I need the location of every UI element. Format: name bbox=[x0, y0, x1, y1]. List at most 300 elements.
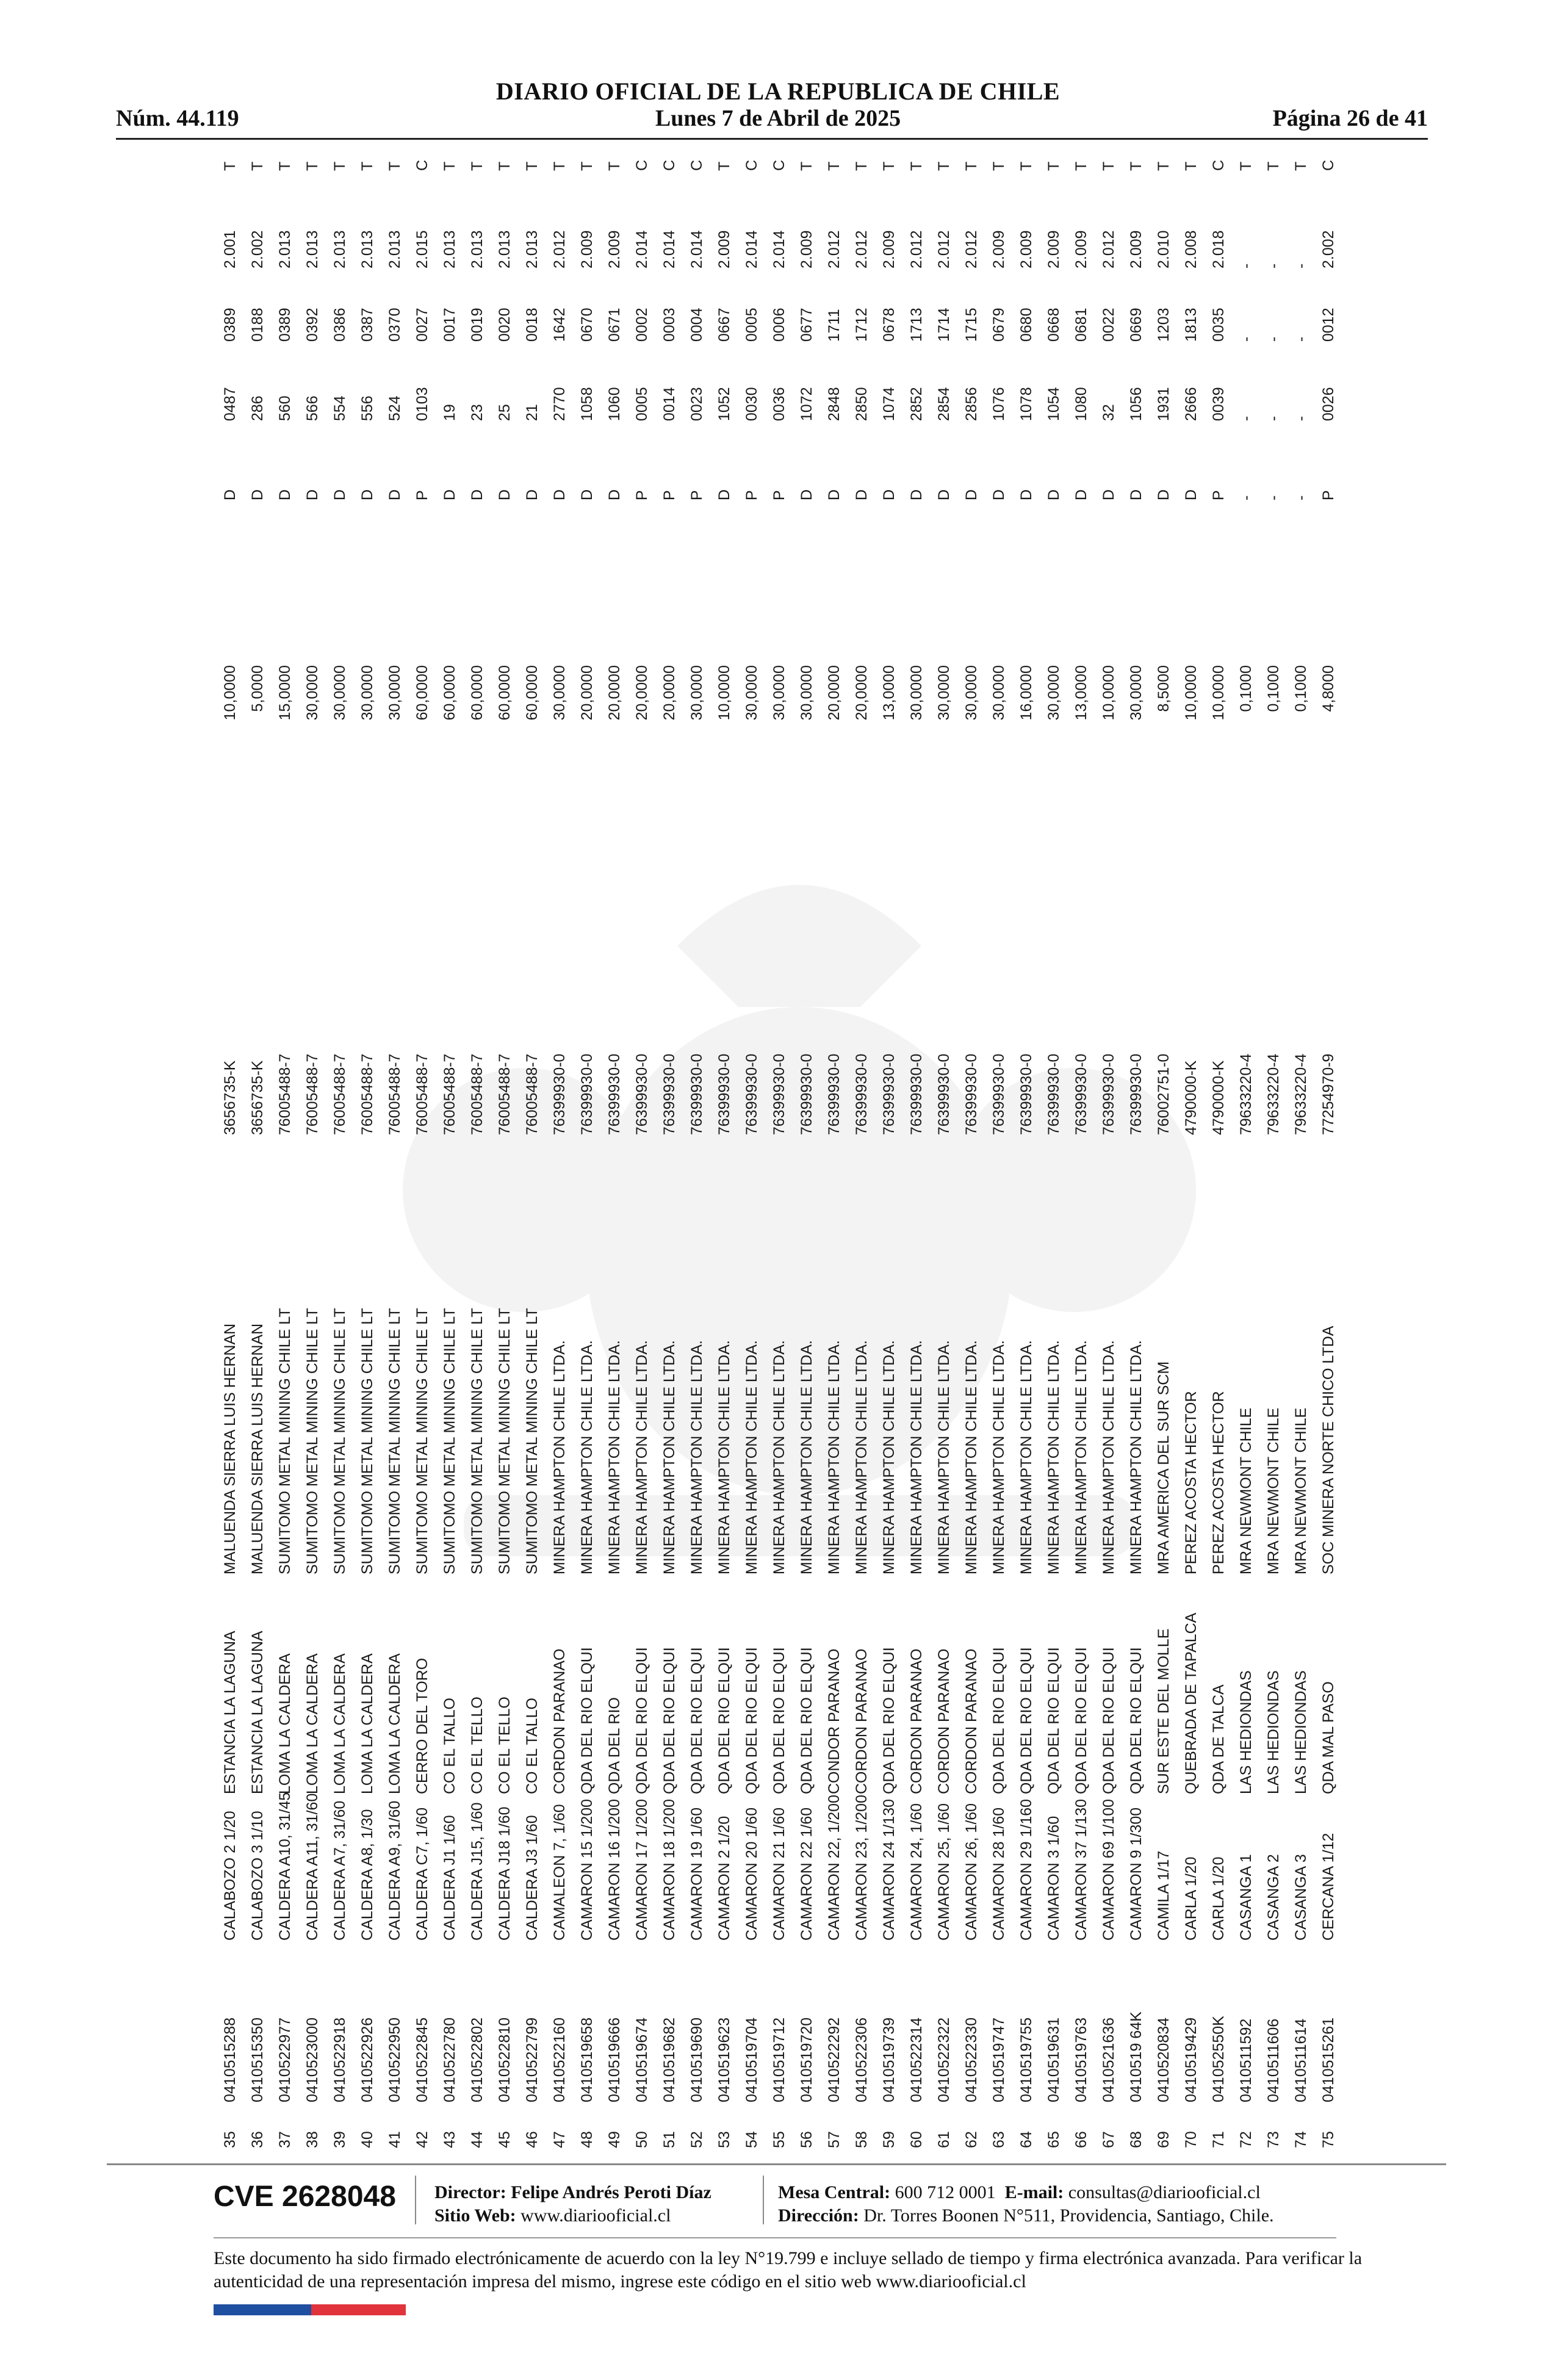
value-2-cell: 0392 bbox=[304, 308, 321, 342]
table-row bbox=[793, 161, 821, 2148]
type-code-cell: P bbox=[1320, 490, 1337, 500]
status-code-cell: T bbox=[222, 161, 239, 171]
concession-name-cell: CAMARON 26, 1/60 bbox=[963, 1803, 980, 1941]
value-2-cell: 0017 bbox=[441, 308, 458, 342]
owner-cell: MINERA HAMPTON CHILE LTDA. bbox=[688, 1340, 705, 1574]
year-cell: 2.009 bbox=[1128, 230, 1145, 269]
type-code-cell: D bbox=[469, 489, 486, 500]
value-2-cell: 0386 bbox=[331, 308, 348, 342]
concession-name-cell: CAMARON 23, 1/200 bbox=[853, 1795, 870, 1941]
rol-code-cell: 0410521636 bbox=[1100, 2017, 1117, 2102]
value-2-cell: 1714 bbox=[935, 308, 953, 342]
value-2-cell: 0681 bbox=[1073, 308, 1090, 342]
value-1-cell: 566 bbox=[304, 395, 321, 421]
rol-code-cell: 0410522330 bbox=[963, 2017, 980, 2102]
concession-name-cell: CALDERA J15, 1/60 bbox=[469, 1802, 486, 1941]
rut-cell: 3656735-K bbox=[249, 1060, 266, 1135]
value-1-cell: 1078 bbox=[1018, 387, 1035, 421]
row-number-cell: 52 bbox=[688, 2131, 705, 2148]
concession-name-cell: CALDERA A7, 31/60 bbox=[331, 1800, 348, 1941]
location-cell: CO EL TALLO bbox=[524, 1698, 541, 1794]
owner-cell: MINERA HAMPTON CHILE LTDA. bbox=[551, 1340, 568, 1574]
concession-name-cell: CALDERA J18 1/60 bbox=[496, 1806, 513, 1941]
concession-name-cell: CASANGA 2 bbox=[1265, 1854, 1282, 1941]
type-code-cell: P bbox=[414, 490, 431, 500]
hectares-cell: 30,0000 bbox=[551, 665, 568, 721]
concession-name-cell: CASANGA 3 bbox=[1292, 1854, 1309, 1941]
location-cell: CORDON PARANAO bbox=[963, 1648, 980, 1794]
row-number-cell: 40 bbox=[359, 2131, 376, 2148]
hectares-cell: 30,0000 bbox=[688, 665, 705, 721]
year-cell: 2.014 bbox=[661, 230, 678, 269]
owner-cell: MALUENDA SIERRA LUIS HERNAN bbox=[222, 1323, 239, 1574]
status-code-cell: T bbox=[908, 161, 925, 171]
table-row bbox=[711, 161, 738, 2148]
value-1-cell: 0103 bbox=[414, 387, 431, 421]
newspaper-title: DIARIO OFICIAL DE LA REPUBLICA DE CHILE bbox=[495, 78, 1061, 105]
value-1-cell: 0023 bbox=[688, 387, 705, 421]
owner-cell: MINERA HAMPTON CHILE LTDA. bbox=[990, 1340, 1007, 1574]
status-code-cell: T bbox=[578, 161, 596, 171]
type-code-cell: D bbox=[1155, 489, 1172, 500]
rol-code-cell: 0410515261 bbox=[1320, 2017, 1337, 2102]
concession-name-cell: CAMARON 28 1/60 bbox=[990, 1807, 1007, 1941]
owner-cell: PEREZ ACOSTA HECTOR bbox=[1210, 1391, 1227, 1574]
concession-name-cell: CAMARON 24, 1/60 bbox=[908, 1803, 925, 1941]
value-1-cell: 21 bbox=[524, 404, 541, 421]
year-cell: 2.008 bbox=[1183, 230, 1200, 269]
status-code-cell: T bbox=[524, 161, 541, 171]
location-cell: LOMA LA CALDERA bbox=[304, 1653, 321, 1794]
footer-divider bbox=[107, 2163, 1446, 2165]
table-row bbox=[766, 159, 793, 2148]
mining-concessions-table bbox=[217, 159, 1345, 2148]
location-cell: QDA DEL RIO ELQUI bbox=[990, 1647, 1007, 1794]
location-cell: QDA DEL RIO ELQUI bbox=[688, 1647, 705, 1794]
rol-code-cell: 0410519704 bbox=[743, 2017, 760, 2102]
rut-cell: 76399930-0 bbox=[688, 1053, 705, 1135]
hectares-cell: 0,1000 bbox=[1237, 665, 1255, 712]
location-cell: CO EL TELLO bbox=[496, 1697, 513, 1794]
value-1-cell: 1076 bbox=[990, 387, 1007, 421]
year-cell: 2.013 bbox=[496, 230, 513, 269]
type-code-cell: D bbox=[1045, 489, 1062, 500]
rut-cell: 76399930-0 bbox=[1100, 1053, 1117, 1135]
row-number-cell: 45 bbox=[496, 2131, 513, 2148]
value-2-cell: 0002 bbox=[633, 308, 650, 342]
table-row bbox=[326, 161, 354, 2148]
rol-code-cell: 0410522845 bbox=[414, 2017, 431, 2102]
footer-separator bbox=[763, 2176, 764, 2224]
owner-cell: MINERA HAMPTON CHILE LTDA. bbox=[1045, 1340, 1062, 1574]
row-number-cell: 46 bbox=[524, 2131, 541, 2148]
location-cell: QDA DEL RIO ELQUI bbox=[578, 1647, 596, 1794]
owner-cell: MINERA HAMPTON CHILE LTDA. bbox=[853, 1340, 870, 1574]
rol-code-cell: 0410519658 bbox=[578, 2017, 596, 2102]
value-1-cell: 2666 bbox=[1183, 387, 1200, 421]
concession-name-cell: CALDERA A11, 31/60 bbox=[304, 1793, 321, 1941]
type-code-cell: D bbox=[276, 489, 294, 500]
row-number-cell: 38 bbox=[304, 2131, 321, 2148]
issue-number: Núm. 44.119 bbox=[116, 106, 239, 131]
address-value: Dr. Torres Boonen N°511, Providencia, Santiago, Chile. bbox=[863, 2205, 1274, 2226]
year-cell: 2.012 bbox=[1100, 230, 1117, 269]
rut-cell: 76005488-7 bbox=[276, 1053, 294, 1135]
director-name: Felipe Andrés Peroti Díaz bbox=[511, 2182, 711, 2202]
rut-cell: 76005488-7 bbox=[496, 1053, 513, 1135]
rol-code-cell: 0410519720 bbox=[798, 2017, 815, 2102]
row-number-cell: 43 bbox=[441, 2131, 458, 2148]
rol-code-cell: 0410519674 bbox=[633, 2017, 650, 2102]
location-cell: CORDON PARANAO bbox=[551, 1648, 568, 1794]
rut-cell: 76399930-0 bbox=[826, 1053, 843, 1135]
rut-cell: 76005488-7 bbox=[524, 1053, 541, 1135]
year-cell: 2.018 bbox=[1210, 230, 1227, 269]
concession-name-cell: CAMARON 18 1/200 bbox=[661, 1798, 678, 1941]
year-cell: 2.013 bbox=[276, 230, 294, 269]
row-number-cell: 67 bbox=[1100, 2131, 1117, 2148]
owner-cell: SUMITOMO METAL MINING CHILE LT bbox=[304, 1308, 321, 1574]
value-2-cell: 0027 bbox=[414, 308, 431, 342]
owner-cell: SUMITOMO METAL MINING CHILE LT bbox=[414, 1308, 431, 1574]
rut-cell: 76399930-0 bbox=[551, 1053, 568, 1135]
table-row bbox=[1205, 159, 1233, 2148]
status-code-cell: C bbox=[1320, 159, 1337, 171]
row-number-cell: 69 bbox=[1155, 2131, 1172, 2148]
location-cell: LOMA LA CALDERA bbox=[359, 1653, 376, 1794]
rol-code-cell: 0410522292 bbox=[826, 2017, 843, 2102]
concession-name-cell: CAMARON 22, 1/200 bbox=[826, 1795, 843, 1941]
concession-name-cell: CAMARON 21 1/60 bbox=[771, 1807, 788, 1941]
rol-code-cell: 0410511606 bbox=[1265, 2018, 1282, 2102]
type-code-cell: D bbox=[249, 489, 266, 500]
value-1-cell: 2852 bbox=[908, 387, 925, 421]
year-cell: 2.012 bbox=[935, 230, 953, 269]
rut-cell: 76399930-0 bbox=[661, 1053, 678, 1135]
hectares-cell: 30,0000 bbox=[743, 665, 760, 721]
rol-code-cell: 0410511614 bbox=[1292, 2018, 1309, 2102]
hectares-cell: 30,0000 bbox=[908, 665, 925, 721]
hectares-cell: 0,1000 bbox=[1292, 665, 1309, 712]
hectares-cell: 30,0000 bbox=[386, 665, 403, 721]
value-1-cell: 0030 bbox=[743, 387, 760, 421]
status-code-cell: T bbox=[1292, 161, 1309, 171]
concession-name-cell: CASANGA 1 bbox=[1237, 1854, 1255, 1941]
rut-cell: 76399930-0 bbox=[1045, 1053, 1062, 1135]
year-cell: 2.012 bbox=[908, 230, 925, 269]
hectares-cell: 4,8000 bbox=[1320, 665, 1337, 712]
value-2-cell: 0669 bbox=[1128, 308, 1145, 342]
location-cell: SUR ESTE DEL MOLLE bbox=[1155, 1628, 1172, 1794]
value-1-cell: 2770 bbox=[551, 387, 568, 421]
type-code-cell: P bbox=[688, 490, 705, 500]
year-cell: 2.013 bbox=[469, 230, 486, 269]
type-code-cell: D bbox=[881, 489, 898, 500]
value-1-cell: - bbox=[1265, 416, 1282, 421]
rol-code-cell: 0410519747 bbox=[990, 2017, 1007, 2102]
hectares-cell: 60,0000 bbox=[496, 665, 513, 721]
owner-cell: MINERA HAMPTON CHILE LTDA. bbox=[1100, 1340, 1117, 1574]
rut-cell: 76399930-0 bbox=[853, 1053, 870, 1135]
row-number-cell: 51 bbox=[661, 2131, 678, 2148]
row-number-cell: 50 bbox=[633, 2131, 650, 2148]
table-row bbox=[1095, 161, 1123, 2148]
location-cell: QDA DEL RIO ELQUI bbox=[661, 1647, 678, 1794]
value-2-cell: 1203 bbox=[1155, 308, 1172, 342]
contact-info bbox=[778, 2181, 1274, 2227]
cve-code: CVE 2628048 bbox=[214, 2180, 396, 2213]
value-2-cell: 0012 bbox=[1320, 308, 1337, 342]
hectares-cell: 0,1000 bbox=[1265, 665, 1282, 712]
concession-name-cell: CAMARON 25, 1/60 bbox=[935, 1803, 953, 1941]
rut-cell: 76002751-0 bbox=[1155, 1053, 1172, 1135]
row-number-cell: 62 bbox=[963, 2131, 980, 2148]
owner-cell: MALUENDA SIERRA LUIS HERNAN bbox=[249, 1323, 266, 1574]
value-1-cell: 286 bbox=[249, 395, 266, 421]
value-2-cell: 1711 bbox=[826, 309, 843, 342]
concession-name-cell: CALDERA A8, 1/30 bbox=[359, 1809, 376, 1941]
row-number-cell: 73 bbox=[1265, 2131, 1282, 2148]
value-1-cell: 1072 bbox=[798, 387, 815, 421]
rut-cell: 76399930-0 bbox=[633, 1053, 650, 1135]
year-cell: 2.001 bbox=[222, 230, 239, 269]
value-1-cell: 524 bbox=[386, 395, 403, 421]
table-row bbox=[1150, 161, 1178, 2148]
row-number-cell: 47 bbox=[551, 2131, 568, 2148]
type-code-cell: - bbox=[1292, 495, 1309, 500]
rut-cell: 76399930-0 bbox=[881, 1053, 898, 1135]
owner-cell: MINERA HAMPTON CHILE LTDA. bbox=[908, 1340, 925, 1574]
type-code-cell: P bbox=[1210, 490, 1227, 500]
rol-code-cell: 0410519666 bbox=[606, 2017, 623, 2102]
row-number-cell: 37 bbox=[276, 2131, 294, 2148]
status-code-cell: T bbox=[276, 161, 294, 171]
table-row bbox=[601, 161, 629, 2148]
rut-cell: 76005488-7 bbox=[359, 1053, 376, 1135]
value-2-cell: 0389 bbox=[276, 308, 294, 342]
location-cell: ESTANCIA LA LAGUNA bbox=[222, 1631, 239, 1794]
year-cell: 2.009 bbox=[578, 230, 596, 269]
rut-cell: 76399930-0 bbox=[771, 1053, 788, 1135]
value-2-cell: 0678 bbox=[881, 308, 898, 342]
value-1-cell: 0005 bbox=[633, 387, 650, 421]
hectares-cell: 30,0000 bbox=[331, 665, 348, 721]
type-code-cell: D bbox=[1100, 489, 1117, 500]
location-cell: QDA DEL RIO ELQUI bbox=[771, 1647, 788, 1794]
location-cell: LAS HEDIONDAS bbox=[1237, 1670, 1255, 1794]
rol-code-cell: 0410522780 bbox=[441, 2017, 458, 2102]
director-info bbox=[434, 2181, 711, 2227]
mesa-phone: 600 712 0001 bbox=[895, 2182, 996, 2202]
owner-cell: MINERA HAMPTON CHILE LTDA. bbox=[743, 1340, 760, 1574]
status-code-cell: C bbox=[414, 159, 431, 171]
owner-cell: MRA NEWMONT CHILE bbox=[1237, 1407, 1255, 1574]
row-number-cell: 55 bbox=[771, 2131, 788, 2148]
hectares-cell: 30,0000 bbox=[359, 665, 376, 721]
flag-bar-red bbox=[311, 2304, 406, 2315]
rol-code-cell: 0410522926 bbox=[359, 2017, 376, 2102]
value-2-cell: 1713 bbox=[908, 308, 925, 342]
concession-name-cell: CARLA 1/20 bbox=[1183, 1856, 1200, 1941]
status-code-cell: C bbox=[661, 159, 678, 171]
table-row bbox=[272, 161, 299, 2148]
value-1-cell: 0036 bbox=[771, 387, 788, 421]
status-code-cell: T bbox=[798, 161, 815, 171]
type-code-cell: D bbox=[441, 489, 458, 500]
location-cell: CORDON PARANAO bbox=[853, 1648, 870, 1794]
value-2-cell: 0005 bbox=[743, 308, 760, 342]
location-cell: QDA DEL RIO ELQUI bbox=[716, 1647, 733, 1794]
location-cell: QDA MAL PASO bbox=[1320, 1681, 1337, 1794]
header-divider bbox=[116, 138, 1428, 140]
location-cell: QUEBRADA DE TAPALCA bbox=[1183, 1612, 1200, 1794]
footer-separator bbox=[415, 2176, 416, 2224]
value-2-cell: 1712 bbox=[853, 308, 870, 342]
owner-cell: SUMITOMO METAL MINING CHILE LT bbox=[441, 1308, 458, 1574]
hectares-cell: 16,0000 bbox=[1018, 665, 1035, 721]
value-1-cell: 1931 bbox=[1155, 387, 1172, 421]
owner-cell: SUMITOMO METAL MINING CHILE LT bbox=[276, 1308, 294, 1574]
row-number-cell: 49 bbox=[606, 2131, 623, 2148]
value-2-cell: 0680 bbox=[1018, 308, 1035, 342]
row-number-cell: 72 bbox=[1237, 2131, 1255, 2148]
table-row bbox=[217, 161, 244, 2148]
status-code-cell: T bbox=[881, 161, 898, 171]
year-cell: 2.002 bbox=[249, 230, 266, 269]
status-code-cell: T bbox=[826, 161, 843, 171]
table-row bbox=[958, 161, 985, 2148]
type-code-cell: D bbox=[222, 489, 239, 500]
row-number-cell: 61 bbox=[935, 2131, 953, 2148]
owner-cell: SOC MINERA NORTE CHICO LTDA bbox=[1320, 1325, 1337, 1574]
concession-name-cell: CAMARON 37 1/130 bbox=[1073, 1798, 1090, 1941]
location-cell: QDA DE TALCA bbox=[1210, 1684, 1227, 1794]
year-cell: 2.012 bbox=[963, 230, 980, 269]
row-number-cell: 57 bbox=[826, 2131, 843, 2148]
status-code-cell: T bbox=[331, 161, 348, 171]
year-cell: 2.009 bbox=[798, 230, 815, 269]
status-code-cell: T bbox=[304, 161, 321, 171]
row-number-cell: 64 bbox=[1018, 2131, 1035, 2148]
type-code-cell: D bbox=[826, 489, 843, 500]
concession-name-cell: CAMARON 9 1/300 bbox=[1128, 1807, 1145, 1941]
table-row bbox=[656, 159, 683, 2148]
status-code-cell: T bbox=[716, 161, 733, 171]
concession-name-cell: CAMARON 69 1/100 bbox=[1100, 1798, 1117, 1941]
concession-name-cell: CAMARON 2 1/20 bbox=[716, 1816, 733, 1941]
location-cell: QDA DEL RIO ELQUI bbox=[1100, 1647, 1117, 1794]
owner-cell: MRA NEWMONT CHILE bbox=[1265, 1407, 1282, 1574]
year-cell: 2.009 bbox=[990, 230, 1007, 269]
value-1-cell: 0026 bbox=[1320, 387, 1337, 421]
year-cell: 2.013 bbox=[524, 230, 541, 269]
value-1-cell: 25 bbox=[496, 404, 513, 421]
rol-code-cell: 0410522802 bbox=[469, 2017, 486, 2102]
hectares-cell: 30,0000 bbox=[304, 665, 321, 721]
rut-cell: 76399930-0 bbox=[990, 1053, 1007, 1135]
hectares-cell: 10,0000 bbox=[1183, 665, 1200, 721]
hectares-cell: 30,0000 bbox=[963, 665, 980, 721]
rol-code-cell: 0410522799 bbox=[524, 2017, 541, 2102]
rut-cell: 76399930-0 bbox=[743, 1053, 760, 1135]
value-1-cell: 23 bbox=[469, 404, 486, 421]
owner-cell: SUMITOMO METAL MINING CHILE LT bbox=[524, 1308, 541, 1574]
value-2-cell: 0035 bbox=[1210, 308, 1227, 342]
year-cell: - bbox=[1237, 263, 1255, 269]
value-2-cell: 0679 bbox=[990, 308, 1007, 342]
mesa-label: Mesa Central: bbox=[778, 2182, 891, 2202]
status-code-cell: T bbox=[1018, 161, 1035, 171]
value-1-cell: 0487 bbox=[222, 387, 239, 421]
table-row bbox=[1315, 159, 1342, 2148]
location-cell: CO EL TELLO bbox=[469, 1697, 486, 1794]
rol-code-cell: 0410522306 bbox=[853, 2017, 870, 2102]
type-code-cell: D bbox=[386, 489, 403, 500]
value-1-cell: 1060 bbox=[606, 387, 623, 421]
owner-cell: MRA AMERICA DEL SUR SCM bbox=[1155, 1361, 1172, 1574]
year-cell: 2.009 bbox=[716, 230, 733, 269]
hectares-cell: 60,0000 bbox=[441, 665, 458, 721]
rol-code-cell: 0410523000 bbox=[304, 2017, 321, 2102]
table-row bbox=[1068, 161, 1095, 2148]
rut-cell: 76399930-0 bbox=[1128, 1053, 1145, 1135]
type-code-cell: P bbox=[743, 490, 760, 500]
concession-name-cell: CAMALEON 7, 1/60 bbox=[551, 1804, 568, 1941]
location-cell: QDA DEL RIO ELQUI bbox=[633, 1647, 650, 1794]
owner-cell: SUMITOMO METAL MINING CHILE LT bbox=[359, 1308, 376, 1574]
year-cell: 2.002 bbox=[1320, 230, 1337, 269]
table-row bbox=[546, 161, 574, 2148]
rol-code-cell: 0410519739 bbox=[881, 2017, 898, 2102]
value-2-cell: 0370 bbox=[386, 308, 403, 342]
owner-cell: MINERA HAMPTON CHILE LTDA. bbox=[716, 1340, 733, 1574]
table-row bbox=[1013, 161, 1040, 2148]
hectares-cell: 30,0000 bbox=[771, 665, 788, 721]
value-2-cell: 0671 bbox=[606, 308, 623, 342]
table-row bbox=[821, 161, 848, 2148]
table-row bbox=[1178, 161, 1205, 2148]
value-1-cell: 0039 bbox=[1210, 387, 1227, 421]
owner-cell: MINERA HAMPTON CHILE LTDA. bbox=[798, 1340, 815, 1574]
row-number-cell: 35 bbox=[222, 2131, 239, 2148]
owner-cell: MINERA HAMPTON CHILE LTDA. bbox=[881, 1340, 898, 1574]
site-link[interactable]: www.diariooficial.cl bbox=[520, 2205, 671, 2226]
value-2-cell: 0020 bbox=[496, 308, 513, 342]
row-number-cell: 65 bbox=[1045, 2131, 1062, 2148]
value-2-cell: 0004 bbox=[688, 308, 705, 342]
table-row bbox=[381, 161, 409, 2148]
concession-name-cell: CAMARON 24 1/130 bbox=[881, 1798, 898, 1941]
value-1-cell: 1080 bbox=[1073, 387, 1090, 421]
concession-name-cell: CAMARON 29 1/160 bbox=[1018, 1798, 1035, 1941]
value-1-cell: 1052 bbox=[716, 387, 733, 421]
row-number-cell: 70 bbox=[1183, 2131, 1200, 2148]
status-code-cell: T bbox=[441, 161, 458, 171]
hectares-cell: 10,0000 bbox=[222, 665, 239, 721]
concession-name-cell: CAMARON 20 1/60 bbox=[743, 1807, 760, 1941]
rol-code-cell: 0410522314 bbox=[908, 2017, 925, 2102]
rut-cell: 76005488-7 bbox=[331, 1053, 348, 1135]
value-2-cell: 0188 bbox=[249, 308, 266, 342]
rut-cell: 76399930-0 bbox=[578, 1053, 596, 1135]
type-code-cell: D bbox=[990, 489, 1007, 500]
concession-name-cell: CAMARON 3 1/60 bbox=[1045, 1816, 1062, 1941]
owner-cell: MINERA HAMPTON CHILE LTDA. bbox=[963, 1340, 980, 1574]
status-code-cell: T bbox=[386, 161, 403, 171]
value-1-cell: 32 bbox=[1100, 404, 1117, 421]
rut-cell: 76399930-0 bbox=[935, 1053, 953, 1135]
email-link[interactable]: consultas@diariooficial.cl bbox=[1068, 2182, 1261, 2202]
